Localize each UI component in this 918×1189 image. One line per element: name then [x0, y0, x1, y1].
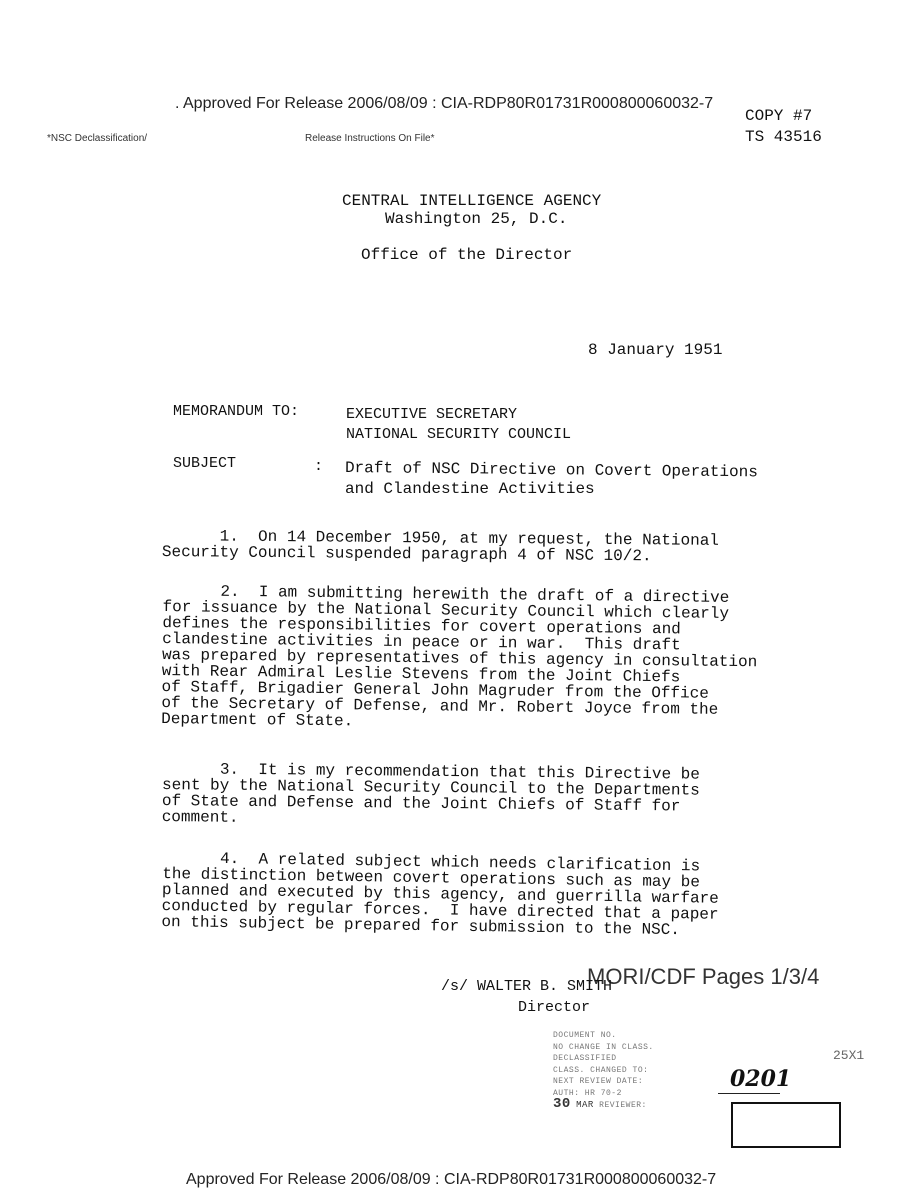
memo-recipient-line2: NATIONAL SECURITY COUNCIL	[346, 426, 572, 443]
redaction-box	[731, 1102, 841, 1148]
review-stamp	[553, 1030, 733, 1112]
memo-date: 8 January 1951	[588, 341, 723, 359]
stamp-reviewer: REVIEWER:	[599, 1101, 647, 1110]
stamp-line-3: DECLASSIFIED	[553, 1054, 617, 1063]
release-footer: Approved For Release 2006/08/09 : CIA-RDP80R01731R000800060032-7	[186, 1171, 717, 1188]
memo-recipient-line1: EXECUTIVE SECRETARY	[346, 406, 518, 423]
ts-number: TS 43516	[745, 128, 822, 146]
subject-label: SUBJECT	[173, 455, 237, 472]
agency-name: CENTRAL INTELLIGENCE AGENCY	[342, 192, 602, 210]
paragraph-2: 2. I am submitting herewith the draft of a directive for issuance by the National Security Council which clearly defines the responsibilities for covert operations and clandestine activities in peace or in war. This draft was prepared by representatives of this agency in consultation with Rear Admiral Leslie Stevens from the Joint Chiefs of Staff, Brigadier General John Magruder from the Office of the Secretary of Defense, and Mr. Robert Joyce from the Department of State.	[161, 582, 758, 731]
stamp-day: 30	[553, 1096, 571, 1112]
copy-number: COPY #7	[745, 107, 813, 125]
paragraph-1: 1. On 14 December 1950, at my request, the National Security Council suspended paragraph 4 of NSC 10/2.	[161, 527, 720, 566]
stamp-month: MAR	[576, 1100, 594, 1110]
subject-line2: and Clandestine Activities	[345, 480, 595, 498]
stamp-line-2: NO CHANGE IN CLASS.	[553, 1042, 654, 1052]
paragraph-3: 3. It is my recommendation that this Directive be sent by the National Security Council to the Departments of State and Defense and the Joint Chiefs of Staff for comment.	[161, 760, 701, 827]
stamp-line-1: DOCUMENT NO.	[553, 1031, 617, 1040]
stamp-line-5: NEXT REVIEW DATE:	[553, 1077, 644, 1086]
mori-cdf-stamp: MORI/CDF Pages 1/3/4	[587, 964, 820, 989]
subject-line1: Draft of NSC Directive on Covert Operations	[344, 459, 758, 482]
signature-line: /s/ WALTER B. SMITH	[441, 978, 613, 995]
handwritten-number: 0201	[730, 1066, 792, 1092]
release-instructions-note: Release Instructions On File*	[305, 133, 435, 144]
stamp-line-6: AUTH: HR 70-2	[553, 1088, 622, 1098]
stamp-date-line	[553, 1096, 733, 1112]
office-name: Office of the Director	[361, 246, 573, 264]
exemption-code: 25X1	[833, 1048, 865, 1063]
release-header: . Approved For Release 2006/08/09 : CIA-RDP80R01731R000800060032-7	[175, 95, 714, 112]
memo-to-label: MEMORANDUM TO:	[173, 403, 300, 420]
subject-colon: :	[314, 458, 324, 475]
signature-title: Director	[518, 999, 591, 1016]
paragraph-4: 4. A related subject which needs clarification is the distinction between covert operations such as may be planned and executed by this agency, and guerrilla warfare conducted by regular forces. I have directed that a paper on this subject be prepared for submission to the NSC.	[161, 849, 719, 940]
agency-city: Washington 25, D.C.	[385, 210, 568, 228]
nsc-declassification-note: *NSC Declassification/	[47, 133, 148, 144]
stamp-line-4: CLASS. CHANGED TO:	[553, 1065, 649, 1075]
